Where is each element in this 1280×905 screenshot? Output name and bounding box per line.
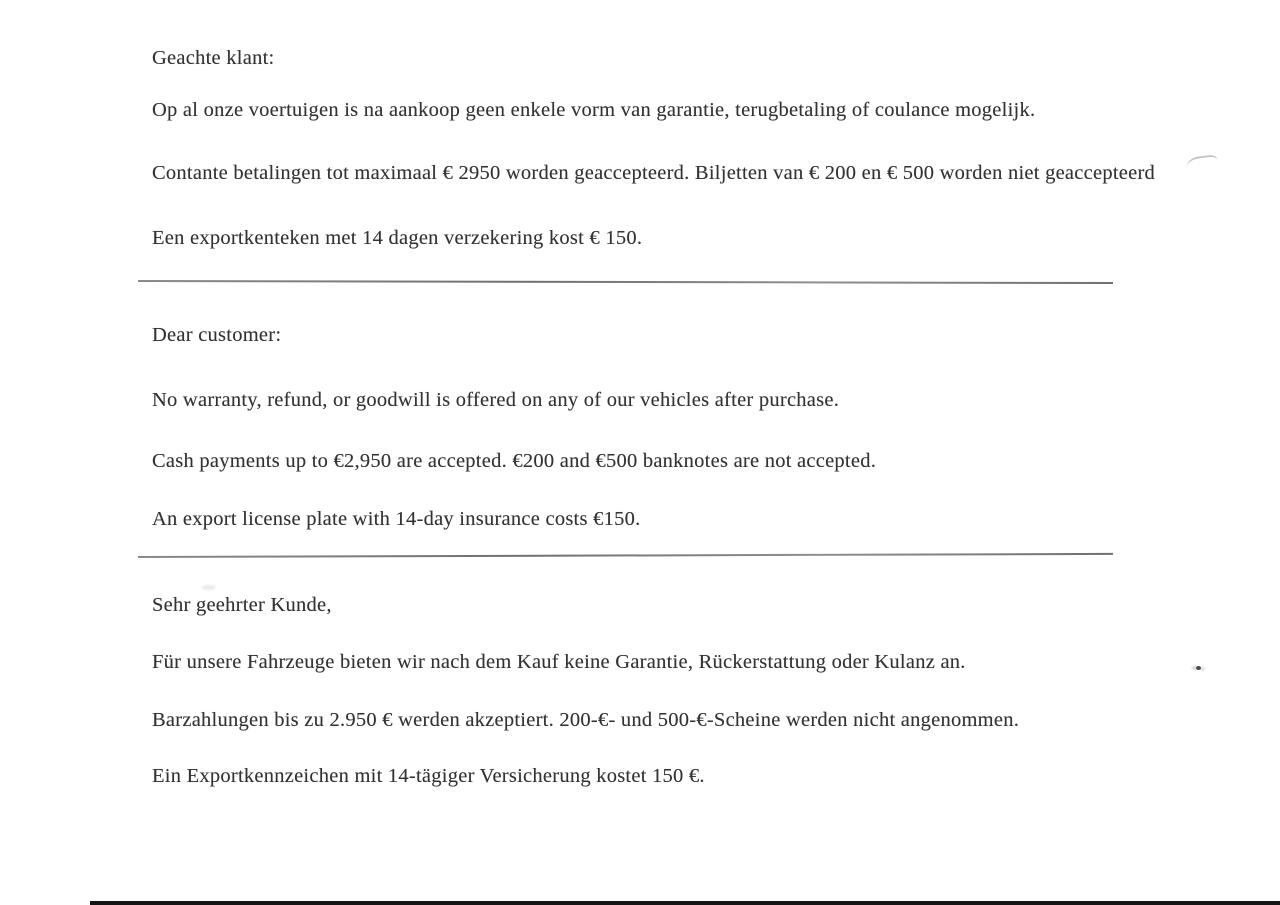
dutch-greeting: Geachte klant: [152, 47, 275, 69]
german-paragraph-2: Barzahlungen bis zu 2.950 € werden akzeptiert. 200-€- und 500-€-Scheine werden nicht angenommen. [152, 709, 1020, 731]
scanner-edge-shadow [90, 901, 1280, 905]
section-divider [138, 280, 1113, 284]
dutch-paragraph-3: Een exportkenteken met 14 dagen verzekering kost € 150. [152, 227, 643, 249]
german-paragraph-3: Ein Exportkennzeichen mit 14-tägiger Versicherung kostet 150 €. [152, 765, 705, 787]
english-paragraph-2: Cash payments up to €2,950 are accepted. €200 and €500 banknotes are not accepted. [152, 450, 877, 472]
pen-scratch-mark [1186, 154, 1219, 168]
english-paragraph-3: An export license plate with 14-day insurance costs €150. [152, 508, 641, 530]
german-paragraph-1: Für unsere Fahrzeuge bieten wir nach dem Kauf keine Garantie, Rückerstattung oder Kulanz an. [152, 651, 966, 673]
ink-dot-mark [1196, 666, 1201, 670]
english-greeting: Dear customer: [152, 324, 282, 346]
scan-smudge [202, 585, 216, 590]
dutch-paragraph-1: Op al onze voertuigen is na aankoop geen enkele vorm van garantie, terugbetaling of coulance mogelijk. [152, 99, 1036, 121]
english-paragraph-1: No warranty, refund, or goodwill is offered on any of our vehicles after purchase. [152, 389, 840, 411]
dutch-paragraph-2: Contante betalingen tot maximaal € 2950 worden geaccepteerd. Biljetten van € 200 en € 500 worden niet geaccepteerd [152, 162, 1156, 184]
german-greeting: Sehr geehrter Kunde, [152, 594, 332, 616]
section-divider [138, 553, 1113, 558]
